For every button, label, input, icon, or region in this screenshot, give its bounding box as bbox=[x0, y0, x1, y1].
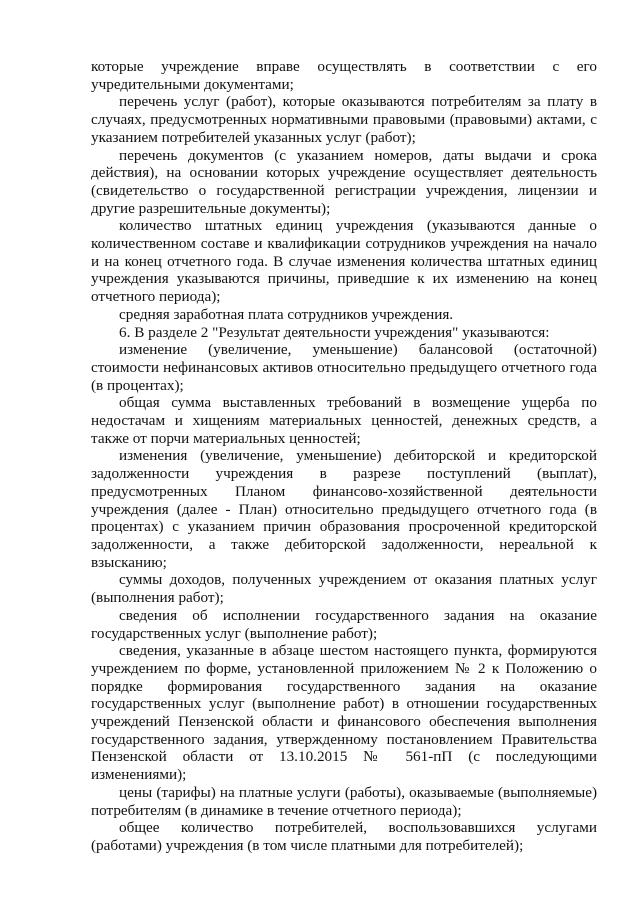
paragraph-13: цены (тарифы) на платные услуги (работы), оказываемые (выполняемые) потребителям (в динамике в течение отчетного периода); bbox=[91, 783, 597, 819]
paragraph-1: которые учреждение вправе осуществлять в соответствии с его учредительными документами; bbox=[91, 58, 597, 93]
paragraph-4: количество штатных единиц учреждения (указываются данные о количественном составе и квалификации сотрудников учреждения на начало и на конец отчетного года. В случае изменения количества штатных единиц учреждения указываются причины, приведшие к их изменению на конец отчетного периода); bbox=[91, 217, 597, 306]
paragraph-3: перечень документов (с указанием номеров, даты выдачи и срока действия), на основании которых учреждение осуществляет деятельность (свидетельство о государственной регистрации учреждения, лицензии и другие разрешительные документы); bbox=[91, 146, 597, 217]
paragraph-7: изменение (увеличение, уменьшение) балансовой (остаточной) стоимости нефинансовых активов относительно предыдущего отчетного года (в процентах); bbox=[91, 341, 597, 394]
paragraph-9: изменения (увеличение, уменьшение) дебиторской и кредиторской задолженности учреждения в разрезе поступлений (выплат), предусмотренных Планом финансово-хозяйственной деятельности учреждения (далее - План) относительно предыдущего отчетного года (в процентах) с указанием причин образования просроченной кредиторской задолженности, а также дебиторской задолженности, нереальной к взысканию; bbox=[91, 447, 597, 571]
paragraph-10: суммы доходов, полученных учреждением от оказания платных услуг (выполнения работ); bbox=[91, 571, 597, 607]
document-page bbox=[91, 58, 597, 855]
section-heading-6: 6. В разделе 2 "Результат деятельности учреждения" указываются: bbox=[119, 323, 550, 341]
paragraph-12: сведения, указанные в абзаце шестом настоящего пункта, формируются учреждением по форме, установленной приложением № 2 к Положению о порядке формирования государственного задания на оказание государственных услуг (выполнение работ) в отношении государственных учреждений Пензенской области и финансового обеспечения выполнения государственного задания, утвержденному постановлением Правительства Пензенской области от 13.10.2015 № 561-пП (с последующими изменениями); bbox=[91, 642, 597, 784]
paragraph-8: общая сумма выставленных требований в возмещение ущерба по недостачам и хищениям материальных ценностей, денежных средств, а также от порчи материальных ценностей; bbox=[91, 394, 597, 447]
paragraph-2: перечень услуг (работ), которые оказываются потребителям за плату в случаях, предусмотренных нормативными правовыми (правовыми) актами, с указанием потребителей указанных услуг (работ); bbox=[91, 93, 597, 146]
paragraph-5: средняя заработная плата сотрудников учреждения. bbox=[119, 305, 454, 323]
paragraph-14: общее количество потребителей, воспользовавшихся услугами (работами) учреждения (в том числе платными для потребителей); bbox=[91, 819, 597, 854]
paragraph-11: сведения об исполнении государственного задания на оказание государственных услуг (выполнение работ); bbox=[91, 606, 597, 642]
